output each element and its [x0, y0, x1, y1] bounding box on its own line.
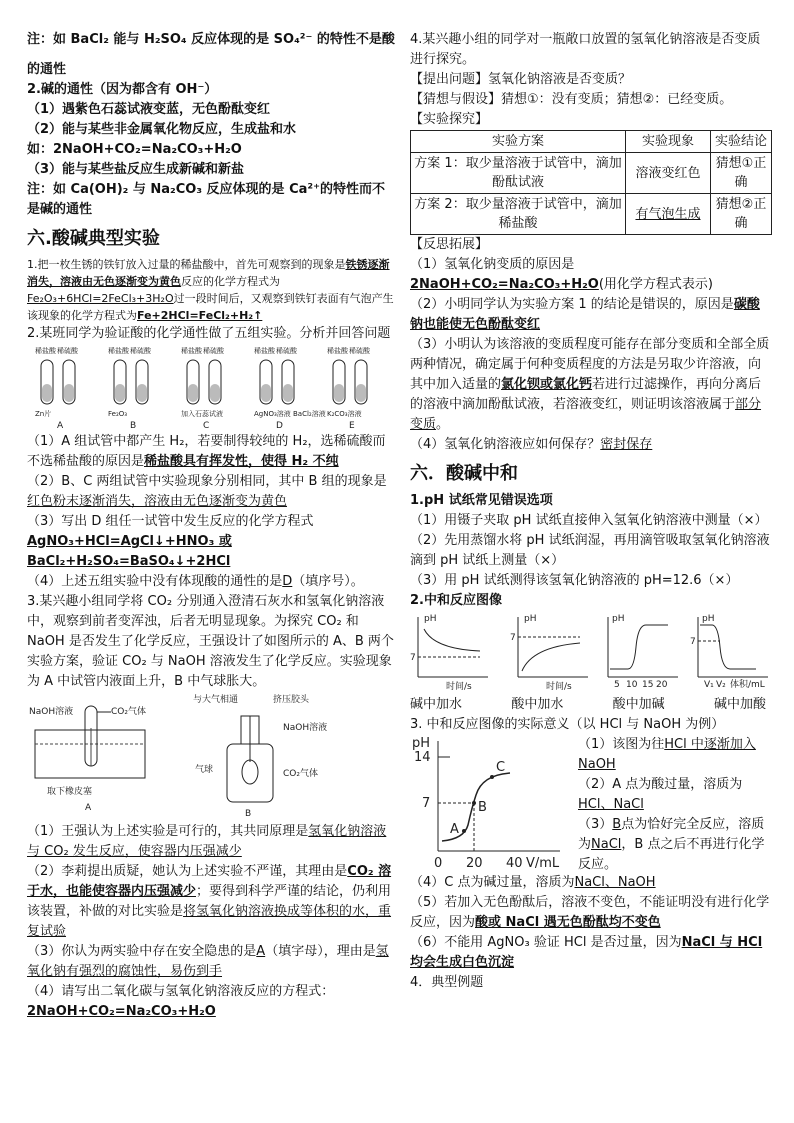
q4-explore: 【实验探究】 [410, 112, 489, 127]
tube-liquid [356, 384, 366, 402]
meaning-3: （3）B点为恰好完全反应，溶质为NaCl，B 点之后不再进行化学反应。 [578, 817, 765, 872]
svg-text:A: A [450, 822, 459, 837]
svg-text:B: B [478, 800, 487, 815]
question-2-part-3: （3）写出 D 组任一试管中发生反应的化学方程式 AgNO₃+HCl=AgCl↓+HNO₃ 或 BaCl₂+H₂SO₄=BaSO₄↓+2HCl [27, 514, 314, 569]
question-3-part-2: （2）李莉提出质疑，她认为上述实验不严谨，其理由是CO₂ 溶于水，也能使容器内压强减少；要得到科学严谨的结论，仍利用该装置，补做的对比实验是将氢氧化钠溶液换成等体积的水，重复试验 [27, 864, 392, 939]
fig-b-co2-label: CO₂气体 [283, 769, 318, 779]
svg-text:pH: pH [524, 614, 537, 624]
co2-apparatus-figure [27, 692, 395, 822]
graph-title: 2.中和反应图像 [410, 593, 502, 608]
graph-base-water [410, 614, 488, 692]
fig-a-co2-label: CO₂气体 [111, 707, 146, 717]
section-title-experiments: 六.酸碱典型实验 [27, 228, 160, 249]
meaning-5: （5）若加入无色酚酞后，溶液不变色，不能证明没有进行化学反应，因为酸或 NaCl 遇无色酚酞均不变色 [410, 895, 770, 930]
tube-acid-label: 稀硫酸 [57, 347, 78, 355]
tube-group-label: C [203, 421, 210, 431]
q4-hypothesis: 【猜想与假设】猜想①：没有变质；猜想②：已经变质。 [410, 92, 733, 107]
svg-text:40: 40 [506, 856, 523, 871]
tube-group-label: E [349, 421, 355, 431]
titration-notes [578, 735, 770, 875]
example-title: 4．典型例题 [410, 975, 484, 990]
tube-reagent-label: Fe₂O₃ [108, 410, 128, 418]
question-3-part-4: （4）请写出二氧化碳与氢氧化钠溶液反应的方程式： 2NaOH+CO₂=Na₂CO₃+H₂O [27, 984, 335, 1019]
svg-text:体积/mL: 体积/mL [730, 680, 765, 690]
tube-acid-label: 稀盐酸 [35, 347, 56, 355]
reflect-3: （3）小明认为该溶液的变质程度可能存在部分变质和全部全质两种情况，确定属于何种变质程度的方法是另取少许溶液，向其中加入适量的氯化钡或氯化钙若进行过滤操作，再向分离后的溶液中滴加酚酞试液，若溶液变红，则证明该溶液属于部分变质。 [410, 337, 770, 432]
graph-captions [410, 695, 766, 715]
question-3-part-3: （3）你认为两实验中存在安全隐患的是A（填字母），理由是氢氧化钠有强烈的腐蚀性，易伤到手 [27, 944, 389, 979]
fig-a-caption: 取下橡皮塞 [47, 787, 93, 797]
question-3-intro: 3.某兴趣小组同学将 CO₂ 分别通入澄清石灰水和氢氧化钠溶液中，观察到前者变浑浊，后者无明显现象。为探究 CO₂ 和 NaOH 是否发生了化学反应，王强设计了如图所示的 A、B 两个实验方案，验证 CO₂ 与 NaOH 溶液发生了化学反应。实验现象为 A 中试管内液面上升，B 中气球胀大。 [27, 594, 394, 689]
table-header: 实验方案 [411, 131, 626, 153]
svg-text:C: C [496, 760, 506, 775]
svg-text:7: 7 [410, 653, 416, 663]
fig-b-squeeze-label: 挤压胶头 [273, 695, 310, 705]
tube-reagent-label: Zn片 [35, 410, 52, 418]
svg-text:0: 0 [434, 856, 443, 871]
tube-acid-label: 稀硫酸 [130, 347, 151, 355]
tube-acid-label: 稀硫酸 [276, 347, 297, 355]
graph-acid-base [608, 614, 678, 690]
meaning-2: （2）A 点为酸过量，溶质为HCl、NaCl [578, 777, 743, 812]
note-sulfate-end: 的通性 [27, 62, 67, 77]
question-4-intro: 4.某兴趣小组的同学对一瓶敞口放置的氢氧化钠溶液是否变质进行探究。 [410, 32, 761, 67]
left-column [27, 30, 395, 1022]
svg-text:14: 14 [414, 750, 431, 765]
fig-b-balloon-label: 气球 [195, 765, 214, 775]
tube-liquid [334, 384, 344, 402]
reflect-1: （1）氢氧化钠变质的原因是2NaOH+CO₂=Na₂CO₃+H₂O(用化学方程式表示) [410, 257, 714, 292]
fig-b-label: B [245, 809, 252, 819]
neutralization-graphs [410, 611, 774, 695]
reflect-title: 【反思拓展】 [410, 237, 489, 252]
tube-reagent-label: AgNO₃溶液 BaCl₂溶液 [254, 410, 326, 418]
svg-text:15: 15 [642, 680, 654, 690]
base-prop-1: （1）遇紫色石蕊试液变蓝，无色酚酞变红 [27, 102, 271, 117]
svg-text:7: 7 [422, 796, 431, 811]
base-prop-2: （2）能与某些非金属氧化物反应，生成盐和水 [27, 122, 297, 137]
tube-acid-label: 稀盐酸 [254, 347, 275, 355]
base-prop-3: （3）能与某些盐反应生成新碱和新盐 [27, 162, 245, 177]
fig-a-naoh-label: NaOH溶液 [29, 707, 74, 717]
tube-group-a [35, 346, 79, 431]
svg-text:时间/s: 时间/s [546, 682, 572, 692]
meaning-6: （6）不能用 AgNO₃ 验证 HCl 是否过量，因为NaCl 与 HCl 均会生成白色沉淀 [410, 935, 763, 970]
question-2-part-4: （4）上述五组实验中没有体现酸的通性的是D（填序号）。 [27, 574, 364, 589]
meaning-title: 3. 中和反应图像的实际意义（以 HCl 与 NaOH 为例） [410, 717, 725, 732]
q4-problem: 【提出问题】氢氧化钠溶液是否变质？ [410, 72, 632, 87]
table-cell: 方案 1：取少量溶液于试管中，滴加酚酞试液 [411, 153, 626, 194]
test-tube-figure [27, 344, 395, 432]
svg-text:pH: pH [702, 614, 715, 624]
tube-liquid [64, 384, 74, 402]
svg-text:pH: pH [612, 614, 625, 624]
graph-base-acid [690, 614, 768, 690]
graph-acid-water [510, 614, 588, 692]
reflect-2: （2）小明同学认为实验方案 1 的结论是错误的，原因是碳酸钠也能使无色酚酞变红 [410, 297, 760, 332]
table-header-row [411, 131, 772, 153]
tube-group-b [108, 346, 152, 431]
tube-liquid [42, 384, 52, 402]
reflect-4: （4）氢氧化钠溶液应如何保存？密封保存 [410, 437, 653, 452]
tube-group-e [327, 346, 371, 431]
tube-group-label: B [130, 421, 137, 431]
tube-acid-label: 稀盐酸 [181, 347, 202, 355]
svg-text:20: 20 [466, 856, 483, 871]
table-cell: 方案 2：取少量溶液于试管中，滴加稀盐酸 [411, 194, 626, 235]
note-sulfate: 注：如 BaCl₂ 能与 H₂SO₄ 反应体现的是 SO₄²⁻ 的特性不是酸 [27, 32, 395, 47]
tube-acid-label: 稀盐酸 [108, 347, 129, 355]
graph-caption: 酸中加水 [511, 697, 564, 712]
table-cell: 有气泡生成 [626, 194, 711, 235]
tube-liquid [188, 384, 198, 402]
svg-text:7: 7 [510, 633, 516, 643]
tube-liquid [283, 384, 293, 402]
titration-graph [410, 735, 570, 871]
fig-a-label: A [85, 803, 92, 813]
question-2-part-1: （1）A 组试管中都产生 H₂，若要制得较纯的 H₂，选稀硫酸而不选稀盐酸的原因是稀盐酸具有挥发性，使得 H₂ 不纯 [27, 434, 386, 469]
titration-block [410, 735, 770, 873]
question-2-part-2: （2）B、C 两组试管中实验现象分别相同，其中 B 组的现象是红色粉末逐渐消失，溶液由无色逐渐变为黄色 [27, 474, 387, 509]
question-3-part-1: （1）王强认为上述实验是可行的，其共同原理是氢氧化钠溶液与 CO₂ 发生反应，使容器内压强减少 [27, 824, 387, 859]
ph-error-3: （3）用 pH 试纸测得该氢氧化钠溶液的 pH=12.6（×） [410, 573, 739, 588]
table-header: 实验结论 [711, 131, 772, 153]
base-title: 2.碱的通性（因为都含有 OH⁻） [27, 82, 218, 97]
note-calcium: 注：如 Ca(OH)₂ 与 Na₂CO₃ 反应体现的是 Ca²⁺的特性而不是碱的通性 [27, 182, 385, 217]
ph-error-1: （1）用镊子夹取 pH 试纸直接伸入氢氧化钠溶液中测量（×） [410, 513, 768, 528]
experiment-table [410, 130, 772, 235]
fig-b-air-label: 与大气相通 [193, 695, 239, 705]
svg-text:5: 5 [614, 680, 620, 690]
tube-liquid [210, 384, 220, 402]
section-title-neutralization: 六．酸碱中和 [410, 463, 518, 484]
graph-caption: 碱中加水 [410, 697, 463, 712]
tube-group-c [181, 346, 225, 431]
svg-text:7: 7 [690, 637, 696, 647]
table-row [411, 153, 772, 194]
tube-group-label: A [57, 421, 64, 431]
question-2-intro: 2.某班同学为验证酸的化学通性做了五组实验。分析并回答问题 [27, 326, 391, 341]
tube-group-label: D [276, 421, 283, 431]
ph-error-2: （2）先用蒸馏水将 pH 试纸润湿，再用滴管吸取氢氧化钠溶液滴到 pH 试纸上测量（×） [410, 533, 770, 568]
svg-text:V₁: V₁ [704, 680, 714, 690]
meaning-4: （4）C 点为碱过量，溶质为NaCl、NaOH [410, 875, 656, 890]
table-header: 实验现象 [626, 131, 711, 153]
right-column [410, 30, 770, 993]
tube-liquid [137, 384, 147, 402]
tube-reagent-label: K₂CO₃溶液 [327, 410, 362, 418]
svg-text:20: 20 [656, 680, 668, 690]
tube-group-d [254, 346, 326, 431]
tube-acid-label: 稀硫酸 [203, 347, 224, 355]
tube-acid-label: 稀盐酸 [327, 347, 348, 355]
graph-caption: 碱中加酸 [713, 697, 766, 712]
tube-reagent-label: 加入石蕊试液 [181, 410, 223, 418]
table-cell: 猜想②正确 [711, 194, 772, 235]
tube-acid-label: 稀硫酸 [349, 347, 370, 355]
svg-text:pH: pH [412, 736, 431, 751]
fig-b-naoh-label: NaOH溶液 [283, 723, 328, 733]
svg-text:V/mL: V/mL [526, 856, 560, 871]
svg-text:时间/s: 时间/s [446, 682, 472, 692]
tube-liquid [115, 384, 125, 402]
svg-text:10: 10 [626, 680, 638, 690]
meaning-1: （1）该图为往HCl 中逐渐加入 NaOH [578, 737, 756, 772]
table-cell: 猜想①正确 [711, 153, 772, 194]
svg-text:V₂: V₂ [716, 680, 726, 690]
base-equation: 如：2NaOH+CO₂=Na₂CO₃+H₂O [27, 142, 242, 157]
svg-text:pH: pH [424, 614, 437, 624]
tube-liquid [261, 384, 271, 402]
question-1: 1.把一枚生锈的铁钉放入过量的稀盐酸中，首先可观察到的现象是铁锈逐渐消失，溶液由无色逐渐变为黄色反应的化学方程式为 Fe₂O₃+6HCl=2FeCl₃+3H₂O过一段时间后，又观察到铁钉表面有气泡产生该现象的化学方程式为Fe+2HCl=FeCl₂+H₂↑ [27, 258, 394, 322]
table-cell: 溶液变红色 [626, 153, 711, 194]
ph-title: 1.pH 试纸常见错误选项 [410, 493, 553, 508]
table-row [411, 194, 772, 235]
graph-caption: 酸中加碱 [612, 697, 665, 712]
